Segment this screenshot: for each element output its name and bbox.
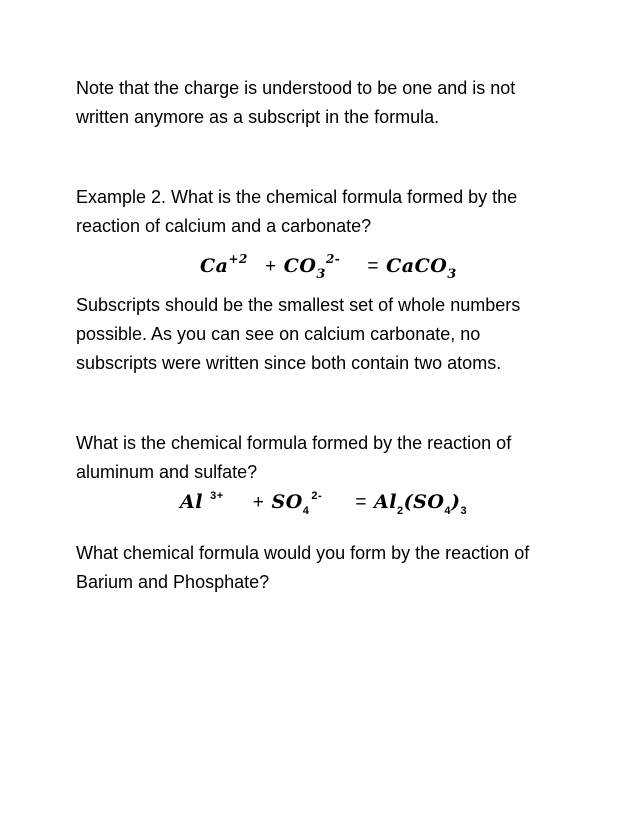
equation2-anion: SO [271,491,303,513]
equation1-product: CaCO [386,255,448,277]
equation2-product-paren-subscript: 3 [460,505,468,517]
equation2-product-al: Al [374,491,398,513]
equation1-anion-subscript: 3 [316,267,326,282]
equation2-cation-charge: 3+ [210,490,224,502]
equation1-anion: CO [283,255,317,277]
equation2-cation: Al [180,491,203,513]
equation2-product-so-subscript: 4 [444,505,452,517]
equation2-anion-charge: 2- [311,490,323,502]
equation1-cation-charge: +2 [228,252,248,266]
paragraph-subscripts: Subscripts should be the smallest set of whole numbers possible. As you can see on calcium carbonate, no subscripts were written since both contain two atoms. [76,295,521,373]
equation1-equals: = [367,256,380,277]
equation-aluminum-sulfate [180,490,467,517]
equation1-cation: Ca [200,255,229,277]
paragraph-note: Note that the charge is understood to be one and is not written anymore as a subscript in the formula. [76,78,516,127]
equation-calcium-carbonate [200,254,457,281]
equation2-anion-subscript: 4 [302,505,310,517]
equation1-product-subscript: 3 [447,267,457,282]
paragraph-question-aluminum: What is the chemical formula formed by the reaction of aluminum and sulfate? [76,433,512,482]
equation2-product-al-subscript: 2 [397,505,404,517]
equation1-plus: + [264,256,277,277]
equation2-equals: = [355,492,367,513]
equation1-anion-charge: 2- [325,252,341,266]
equation2-plus: + [252,492,265,513]
paragraph-example-2: Example 2. What is the chemical formula formed by the reaction of calcium and a carbonate? [76,187,518,236]
paragraph-question-barium: What chemical formula would you form by the reaction of Barium and Phosphate? [76,543,530,592]
equation2-product-paren: ) [451,491,461,513]
equation2-product-so: (SO [403,491,445,513]
